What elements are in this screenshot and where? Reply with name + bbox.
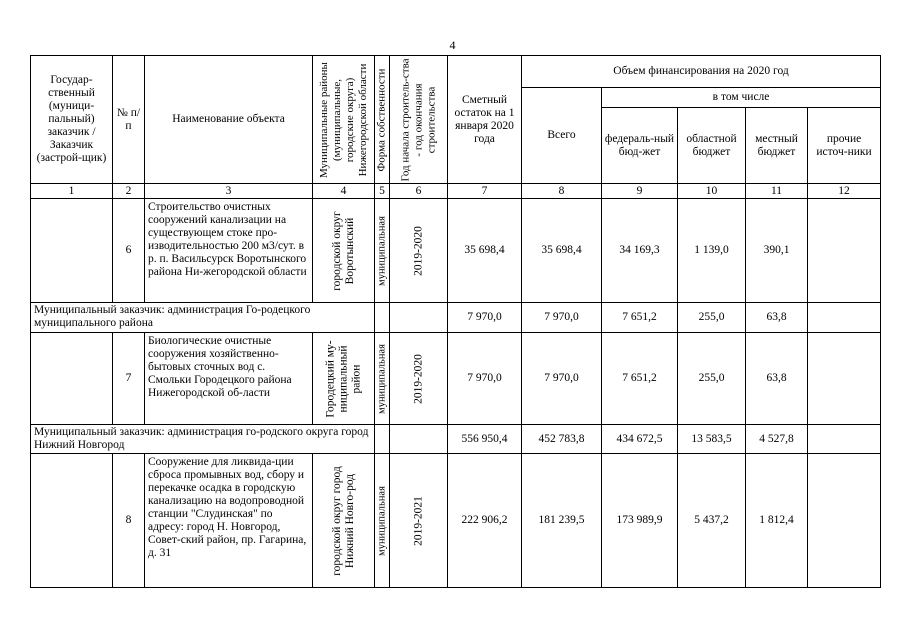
header-ownership: Форма собственности: [375, 56, 390, 184]
header-total: Всего: [522, 88, 602, 184]
page-number: 4: [449, 38, 456, 52]
ownership-cell: муниципальная: [375, 333, 390, 425]
federal-value: 7 651,2: [602, 333, 678, 425]
column-numbers-row: [31, 184, 881, 199]
other-value: [808, 333, 881, 425]
colnum: 10: [678, 184, 746, 199]
agency-row: [31, 425, 881, 454]
object-name: Строительство очистных сооружений канализации на существующем стоке про-изводительностью 200 м3/сут. в р. п. Васильсурск Воротынского района Ни-жегородской области: [145, 199, 313, 303]
agency-name: Муниципальный заказчик: администрация Го-родецкого муниципального района: [31, 303, 375, 333]
colnum: 2: [113, 184, 145, 199]
header-other: прочие источ-ники: [808, 108, 881, 184]
colnum: 8: [522, 184, 602, 199]
object-name: Биологические очистные сооружения хозяйственно-бытовых сточных вод с. Смольки Городецкого района Нижегородской об-ласти: [145, 333, 313, 425]
agency-row: [31, 303, 881, 333]
header-balance: Сметный остаток на 1 января 2020 года: [448, 56, 522, 184]
years-cell: 2019-2020: [390, 333, 448, 425]
local-value: 63,8: [746, 303, 808, 333]
colnum: 5: [375, 184, 390, 199]
header-federal: федераль-ный бюд-жет: [602, 108, 678, 184]
total-value: 181 239,5: [522, 454, 602, 588]
regional-value: 5 437,2: [678, 454, 746, 588]
total-value: 452 783,8: [522, 425, 602, 454]
local-value: 390,1: [746, 199, 808, 303]
header-financing: Объем финансирования на 2020 год: [522, 56, 881, 88]
other-value: [808, 199, 881, 303]
regional-value: 255,0: [678, 303, 746, 333]
row-number: 6: [113, 199, 145, 303]
federal-value: 434 672,5: [602, 425, 678, 454]
table-row: [31, 333, 881, 425]
total-value: 7 970,0: [522, 303, 602, 333]
years-cell: 2019-2021: [390, 454, 448, 588]
balance-value: 222 906,2: [448, 454, 522, 588]
regional-value: 255,0: [678, 333, 746, 425]
regional-value: 1 139,0: [678, 199, 746, 303]
colnum: 4: [313, 184, 375, 199]
header-including: в том числе: [602, 88, 881, 108]
federal-value: 7 651,2: [602, 303, 678, 333]
header-regional: областной бюджет: [678, 108, 746, 184]
ownership-cell: муниципальная: [375, 199, 390, 303]
header-customer: Государ-ственный (муници-пальный) заказчик / Заказчик (застрой-щик): [31, 56, 113, 184]
federal-value: 34 169,3: [602, 199, 678, 303]
agency-name: Муниципальный заказчик: администрация го-родского округа город Нижний Новгород: [31, 425, 375, 454]
district-cell: городской округ Воротынский: [313, 199, 375, 303]
regional-value: 13 583,5: [678, 425, 746, 454]
header-object-name: Наименование объекта: [145, 56, 313, 184]
colnum: 12: [808, 184, 881, 199]
total-value: 7 970,0: [522, 333, 602, 425]
other-value: [808, 454, 881, 588]
colnum: 11: [746, 184, 808, 199]
balance-value: 35 698,4: [448, 199, 522, 303]
colnum: 3: [145, 184, 313, 199]
local-value: 4 527,8: [746, 425, 808, 454]
district-cell: городской округ город Нижний Новго-род: [313, 454, 375, 588]
table-row: [31, 454, 881, 588]
header-number: № п/п: [113, 56, 145, 184]
balance-value: 556 950,4: [448, 425, 522, 454]
district-cell: Городецкий му-ниципальный район: [313, 333, 375, 425]
local-value: 1 812,4: [746, 454, 808, 588]
header-district: Муниципальные районы (муниципальные, городские округа) Нижегородской области: [313, 56, 375, 184]
balance-value: 7 970,0: [448, 333, 522, 425]
colnum: 7: [448, 184, 522, 199]
balance-value: 7 970,0: [448, 303, 522, 333]
table-row: [31, 199, 881, 303]
row-number: 7: [113, 333, 145, 425]
years-cell: 2019-2020: [390, 199, 448, 303]
local-value: 63,8: [746, 333, 808, 425]
total-value: 35 698,4: [522, 199, 602, 303]
other-value: [808, 425, 881, 454]
federal-value: 173 989,9: [602, 454, 678, 588]
colnum: 9: [602, 184, 678, 199]
row-number: 8: [113, 454, 145, 588]
header-local: местный бюджет: [746, 108, 808, 184]
object-name: Сооружение для ликвида-ции сброса промывных вод, сбору и перекачке осадка в городскую канализацию на водопроводной станции "Слудинская" по адресу: город Н. Новгород, Совет-ский район, пр. Гагарина, д. 31: [145, 454, 313, 588]
ownership-cell: муниципальная: [375, 454, 390, 588]
colnum: 1: [31, 184, 113, 199]
other-value: [808, 303, 881, 333]
colnum: 6: [390, 184, 448, 199]
header-years: Год начала строитель-ства - год окончания строительства: [390, 56, 448, 184]
financing-table: [30, 55, 881, 588]
